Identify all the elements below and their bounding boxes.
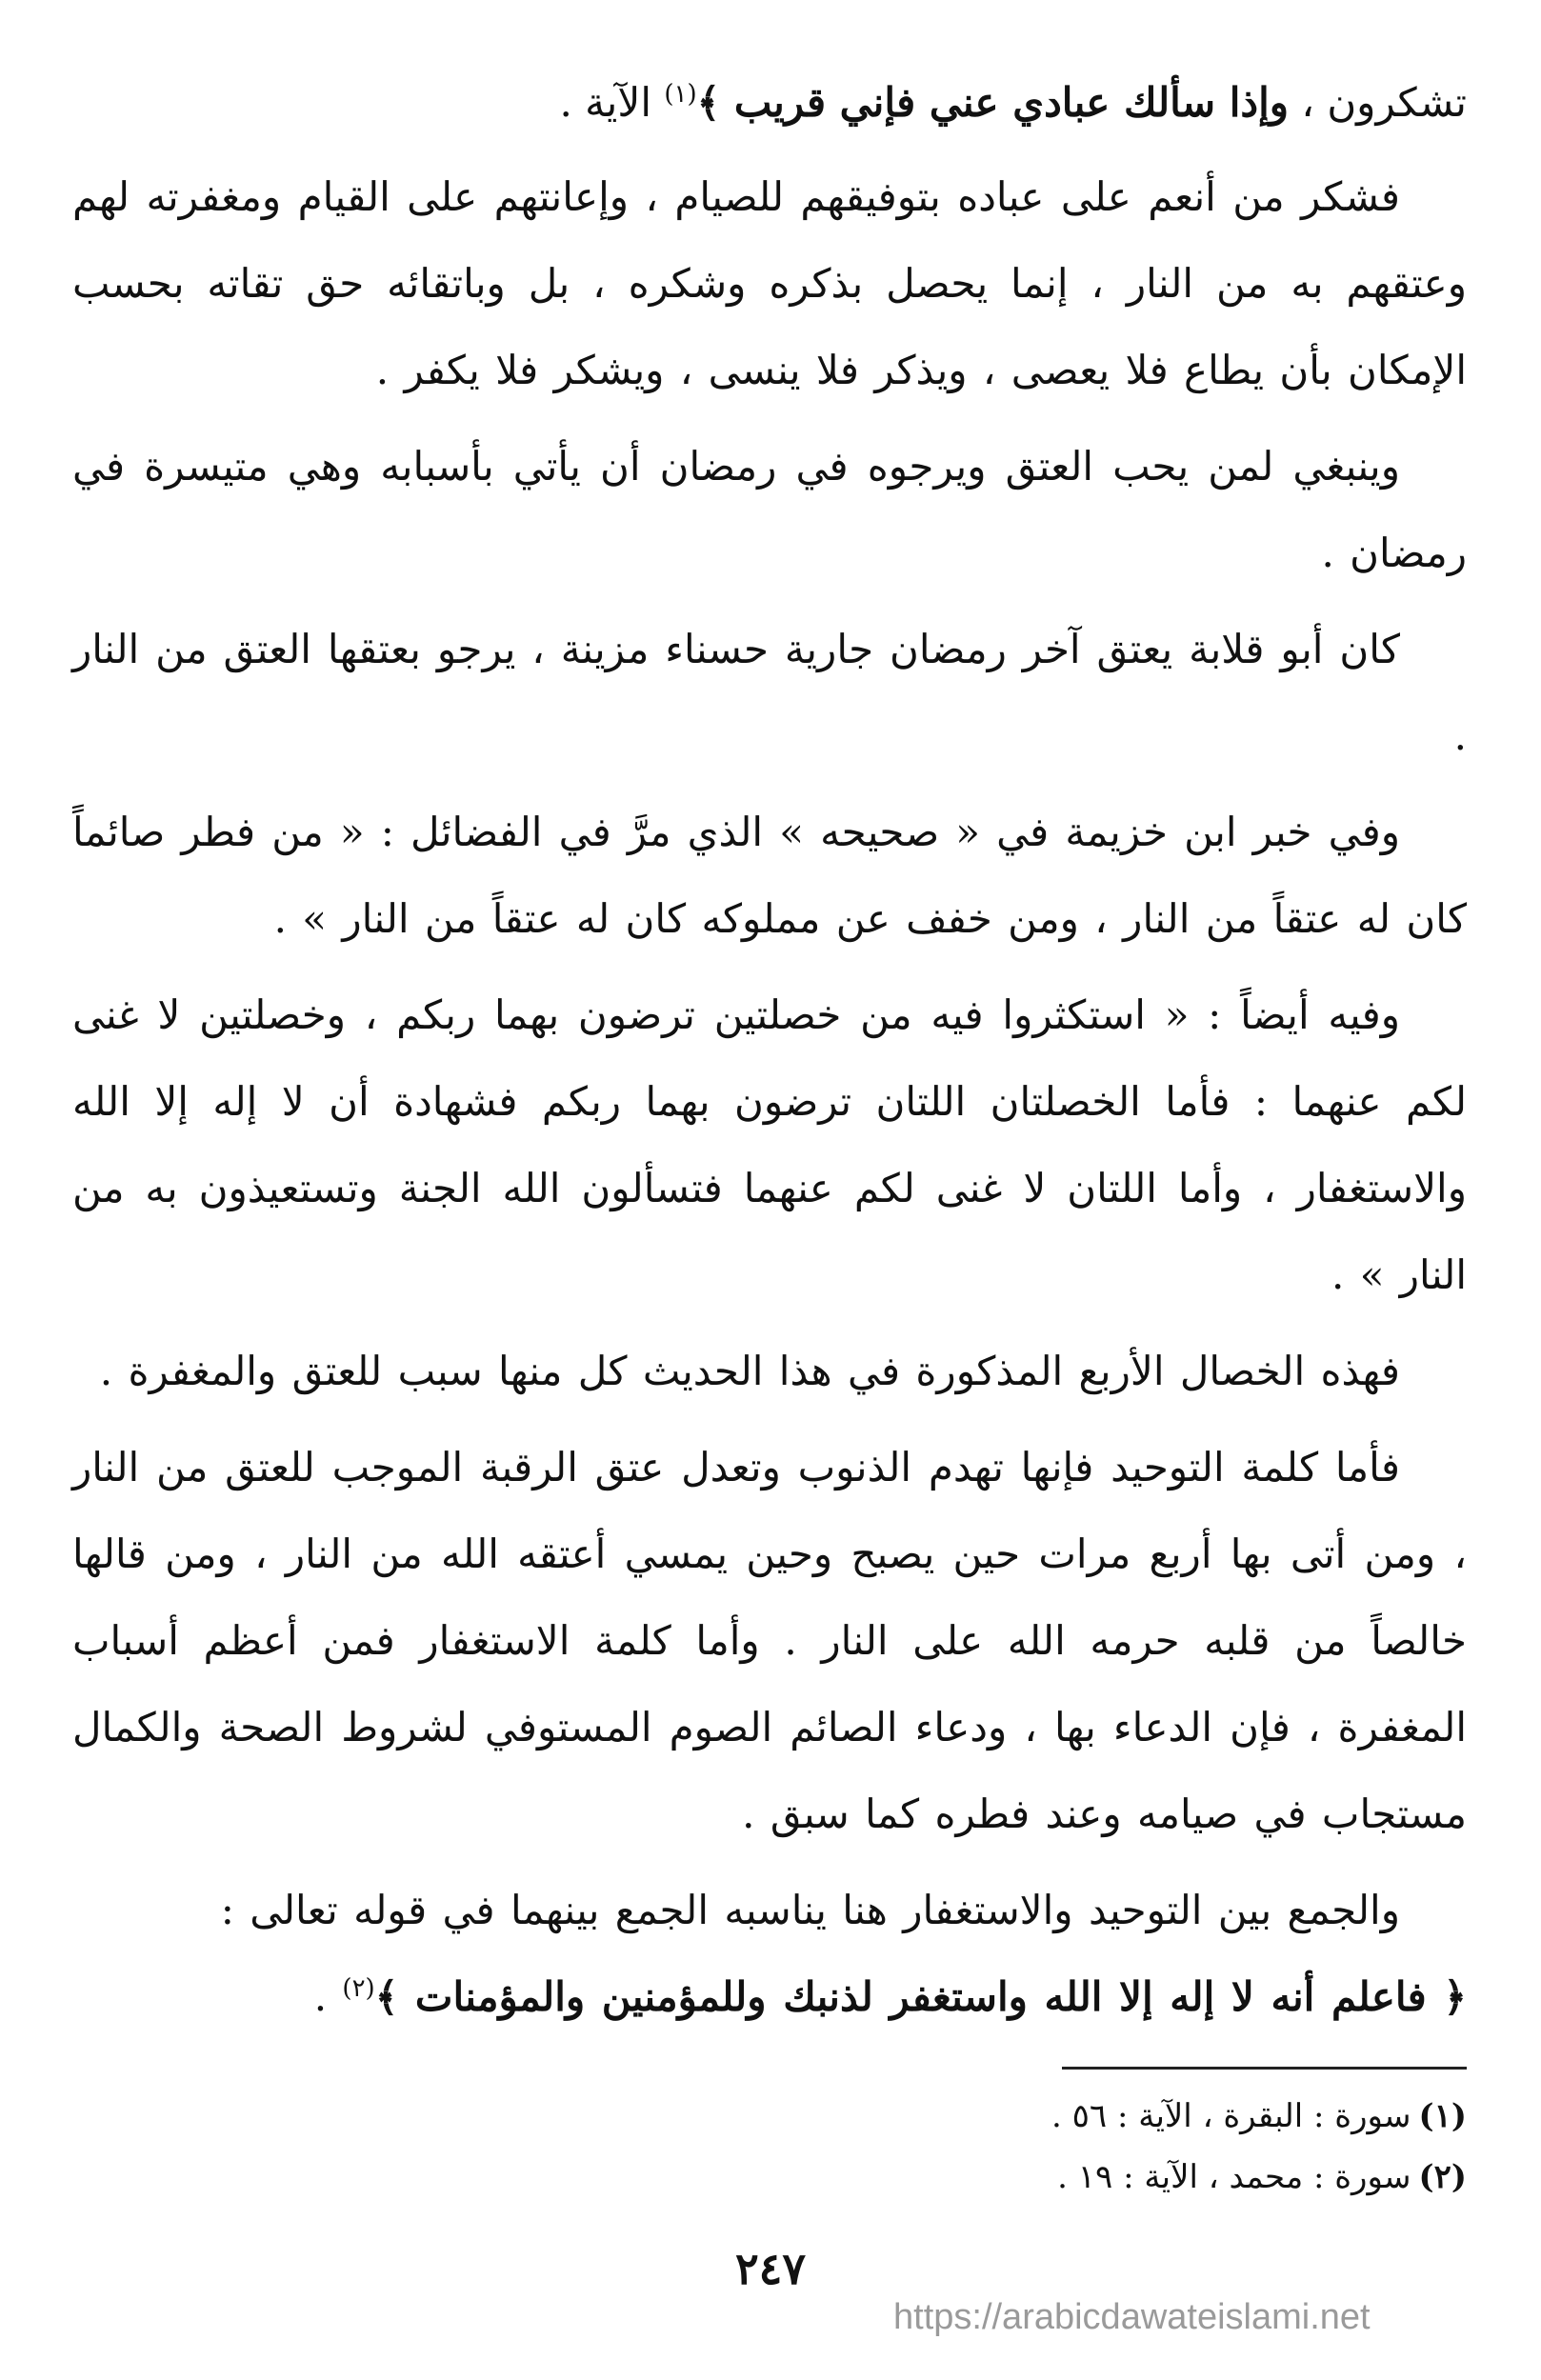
opening-line (72, 59, 1467, 146)
paragraph: كان أبو قلابة يعتق آخر رمضان جارية حسناء مزينة ، يرجو بعتقها العتق من النار . (72, 626, 1467, 759)
footnote-number: (٢) (1418, 2158, 1467, 2196)
verse-suffix: . (313, 1973, 343, 2020)
quran-verse: وإذا سألك عبادي عني فإني قريب ﴾ (696, 79, 1290, 126)
opening-word: تشكرون ، (1289, 79, 1467, 126)
footnote-item (76, 2147, 1467, 2208)
paragraph: فأما كلمة التوحيد فإنها تهدم الذنوب وتعدل عتق الرقبة الموجب للعتق من النار ، ومن أتى بها أربع مرات حين يصبح وحين يمسي أعتقه الله من النار ، ومن قالها خالصاً من قلبه حرمه الله على النار . وأما كلمة الاستغفار فمن أعظم أسباب المغفرة ، فإن الدعاء بها ، ودعاء الصائم الصوم المستوفي لشروط الصحة والكمال مستجاب في صيامه وعند فطره كما سبق . (72, 1444, 1467, 1837)
page-number: ٢٤٧ (734, 2243, 807, 2294)
footnote-marker-2: (٢) (342, 1974, 375, 2003)
footnote-marker-1: (١) (664, 80, 697, 109)
watermark-url: https://arabicdawateislami.net (893, 2297, 1371, 2337)
paragraph: والجمع بين التوحيد والاستغفار هنا يناسبه الجمع بينهما في قوله تعالى : (220, 1887, 1400, 1933)
paragraph: وفيه أيضاً : « استكثروا فيه من خصلتين ترضون بهما ربكم ، وخصلتين لا غنى لكم عنهما : فأما الخصلتان اللتان ترضون بهما ربكم فشهادة أن لا إله إلا الله والاستغفار ، وأما اللتان لا غنى لكم عنهما فتسألون الله الجنة وتستعيذون به من النار » . (72, 991, 1467, 1298)
closing-verse-line (72, 1953, 1467, 2040)
verse-suffix: الآية . (559, 79, 665, 126)
footnote-item (76, 2086, 1467, 2147)
paragraph: وفي خبر ابن خزيمة في « صحيحه » الذي مرَّ في الفضائل : « من فطر صائماً كان له عتقاً من النار ، ومن خفف عن مملوكه كان له عتقاً من النار » . (72, 809, 1467, 942)
paragraph: وينبغي لمن يحب العتق ويرجوه في رمضان أن يأتي بأسبابه وهي متيسرة في رمضان . (72, 443, 1467, 576)
footnote-text: سورة : البقرة ، الآية : ٥٦ . (1051, 2097, 1411, 2135)
paragraph: فهذه الخصال الأربع المذكورة في هذا الحديث كل منها سبب للعتق والمغفرة . (99, 1348, 1400, 1394)
footnote-text: سورة : محمد ، الآية : ١٩ . (1057, 2158, 1411, 2196)
quran-verse: ﴿ فاعلم أنه لا إله إلا الله واستغفر لذنبك وللمؤمنين والمؤمنات ﴾ (374, 1973, 1467, 2020)
footnote-number: (١) (1418, 2097, 1467, 2135)
footnotes (76, 2086, 1467, 2208)
paragraph: فشكر من أنعم على عباده بتوفيقهم للصيام ، وإعانتهم على القيام ومغفرته لهم وعتقهم به من النار ، إنما يحصل بذكره وشكره ، بل وباتقائه حق تقاته بحسب الإمكان بأن يطاع فلا يعصى ، ويذكر فلا ينسى ، ويشكر فلا يكفر . (72, 173, 1467, 393)
footnote-divider (1062, 2067, 1467, 2070)
